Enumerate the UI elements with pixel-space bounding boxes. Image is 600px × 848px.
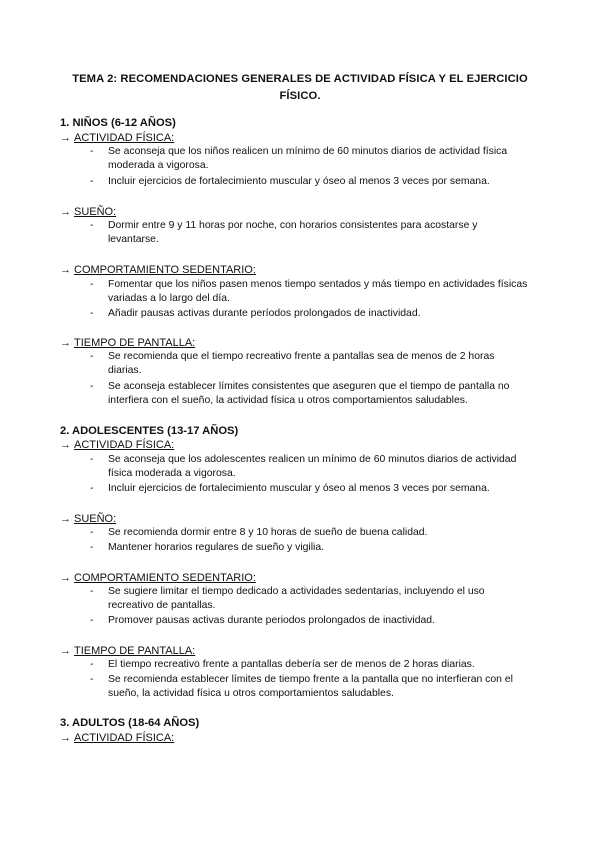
arrow-icon: → [60,337,71,349]
list-item-text: Dormir entre 9 y 11 horas por noche, con horarios consistentes para acostarse y levantarse. [108,220,478,246]
dash-bullet: - [90,176,94,187]
subsection-label: SUEÑO: [74,206,117,218]
list-item-text: Fomentar que los niños pasen menos tiempo sentados y más tiempo en actividades físicas variadas a lo largo del día. [108,279,528,305]
subsection-label: COMPORTAMIENTO SEDENTARIO: [74,264,256,276]
subsection-heading [60,644,195,658]
list-item-text: Promover pausas activas durante periodos prolongados de inactividad. [108,615,435,626]
arrow-icon: → [60,132,71,144]
list-item-text: Añadir pausas activas durante períodos prolongados de inactividad. [108,308,421,319]
dash-bullet: - [90,220,94,231]
dash-bullet: - [90,351,94,362]
subsection-label: SUEÑO: [74,513,117,525]
arrow-icon: → [60,264,71,276]
subsection-heading [60,336,195,350]
dash-bullet: - [90,308,94,319]
arrow-icon: → [60,206,71,218]
subsection-heading [60,131,174,145]
subsection-label: COMPORTAMIENTO SEDENTARIO: [74,572,256,584]
subsection-heading [60,438,174,452]
list-item-text: El tiempo recreativo frente a pantallas debería ser de menos de 2 horas diarias. [108,659,475,670]
subsection-label: ACTIVIDAD FÍSICA: [74,132,175,144]
subsection-label: TIEMPO DE PANTALLA: [74,645,196,657]
subsection-heading [60,205,116,219]
subsection-heading [60,512,116,526]
dash-bullet: - [90,586,94,597]
section-heading-ninos: 1. NIÑOS (6-12 AÑOS) [60,117,176,129]
dash-bullet: - [90,381,94,392]
arrow-icon: → [60,645,71,657]
dash-bullet: - [90,674,94,685]
page-title: TEMA 2: RECOMENDACIONES GENERALES DE ACTIVIDAD FÍSICA Y EL EJERCICIO FÍSICO. [72,73,528,102]
list-item-text: Mantener horarios regulares de sueño y vigilia. [108,542,325,553]
list-item-text: Se sugiere limitar el tiempo dedicado a actividades sedentarias, incluyendo el uso recreativo de pantallas. [108,586,485,612]
list-item-text: Se aconseja que los niños realicen un mínimo de 60 minutos diarios de actividad física moderada a vigorosa. [108,146,508,172]
subsection-label: ACTIVIDAD FÍSICA: [74,439,175,451]
list-item-text: Se recomienda establecer límites de tiempo frente a la pantalla que no interfieran con el sueño, la actividad física u otros comportamientos saludables. [108,674,513,700]
list-item-text: Se recomienda que el tiempo recreativo frente a pantallas sea de menos de 2 horas diarias. [108,351,495,377]
subsection-label: ACTIVIDAD FÍSICA: [74,732,175,744]
arrow-icon: → [60,439,71,451]
subsection-label: TIEMPO DE PANTALLA: [74,337,196,349]
dash-bullet: - [90,659,94,670]
section-heading-adolescentes: 2. ADOLESCENTES (13-17 AÑOS) [60,425,239,437]
arrow-icon: → [60,732,71,744]
subsection-heading [60,263,256,277]
list-item-text: Incluir ejercicios de fortalecimiento muscular y óseo al menos 3 veces por semana. [108,176,490,187]
arrow-icon: → [60,572,71,584]
dash-bullet: - [90,454,94,465]
dash-bullet: - [90,483,94,494]
arrow-icon: → [60,513,71,525]
subsection-heading [60,731,174,745]
list-item-text: Se aconseja establecer límites consistentes que aseguren que el tiempo de pantalla no interfiera con el sueño, la actividad física u otros comportamientos saludables. [108,381,510,407]
section-heading-adultos: 3. ADULTOS (18-64 AÑOS) [60,717,200,729]
dash-bullet: - [90,279,94,290]
list-item-text: Se aconseja que los adolescentes realicen un mínimo de 60 minutos diarios de actividad física moderada a vigorosa. [108,454,517,480]
subsection-heading [60,571,256,585]
dash-bullet: - [90,146,94,157]
list-item-text: Se recomienda dormir entre 8 y 10 horas de sueño de buena calidad. [108,527,428,538]
list-item-text: Incluir ejercicios de fortalecimiento muscular y óseo al menos 3 veces por semana. [108,483,490,494]
dash-bullet: - [90,615,94,626]
dash-bullet: - [90,527,94,538]
dash-bullet: - [90,542,94,553]
